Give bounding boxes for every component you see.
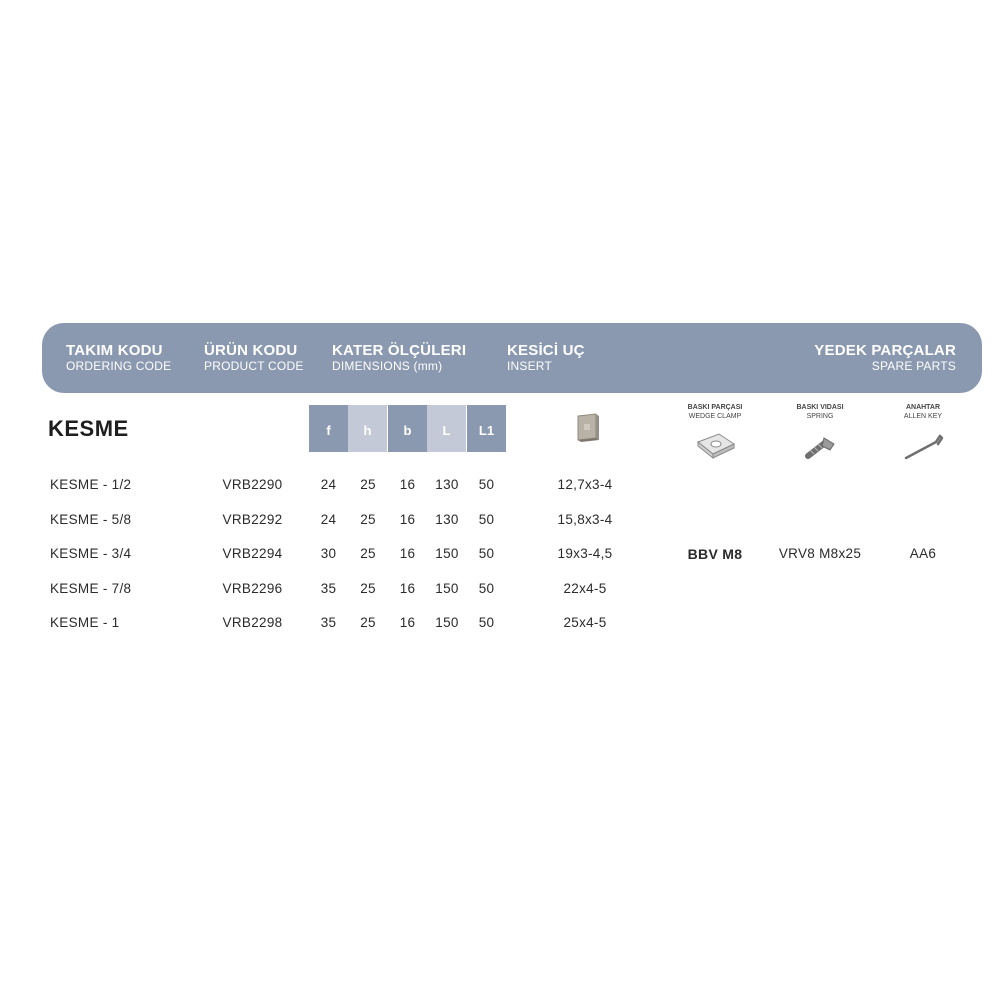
allen-key-label-en: ALLEN KEY	[903, 413, 943, 420]
product-code-cell: VRB2296	[222, 581, 283, 596]
spare-parts-header	[814, 342, 956, 373]
product-code-cell: VRB2290	[222, 477, 283, 492]
dim-h-cell: 25	[360, 615, 376, 630]
ordering-code-header-tr: TAKIM KODU	[66, 342, 163, 359]
dim-header-L: L	[427, 405, 466, 452]
dim-f-cell: 35	[320, 581, 337, 596]
dim-b-cell: 16	[399, 581, 416, 596]
dim-b-cell: 16	[399, 546, 416, 561]
insert-cell: 22x4-5	[563, 581, 607, 596]
product-code-header-en: PRODUCT CODE	[204, 359, 304, 373]
ordering-code-cell: KESME - 1	[50, 615, 120, 630]
allen-key-label-tr: ANAHTAR	[905, 404, 941, 411]
wedge-clamp-icon	[695, 430, 737, 460]
dim-f-cell: 35	[320, 615, 337, 630]
dim-L1-cell: 50	[478, 546, 495, 561]
dimensions-header-en: DIMENSIONS (mm)	[332, 359, 443, 373]
screw-icon	[800, 432, 840, 462]
spare-parts-header-en: SPARE PARTS	[871, 359, 956, 373]
ordering-code-cell: KESME - 7/8	[50, 581, 132, 596]
product-code-cell: VRB2298	[222, 615, 283, 630]
dim-header-L1: L1	[467, 405, 506, 452]
dim-L-cell: 150	[435, 546, 459, 561]
wedge-clamp-label-tr: BASKI PARÇASI	[687, 404, 743, 411]
dim-b-cell: 16	[399, 477, 416, 492]
spare-part-label-screw	[775, 403, 865, 421]
spare-part-label-allen-key	[878, 403, 968, 421]
dim-h-cell: 25	[360, 512, 376, 527]
product-code-cell: VRB2292	[222, 512, 283, 527]
allen-key-code: AA6	[909, 546, 937, 561]
wedge-clamp-code: BBV M8	[687, 546, 743, 562]
dim-L1-cell: 50	[478, 581, 495, 596]
dim-L-cell: 150	[435, 615, 459, 630]
insert-header-en: INSERT	[507, 359, 552, 373]
dim-h-cell: 25	[360, 581, 376, 596]
product-code-cell: VRB2294	[222, 546, 283, 561]
dim-b-cell: 16	[399, 615, 416, 630]
insert-header-tr: KESİCİ UÇ	[507, 342, 585, 359]
ordering-code-header-en: ORDERING CODE	[66, 359, 172, 373]
spare-part-label-wedge-clamp	[670, 403, 760, 421]
wedge-clamp-label-en: WEDGE CLAMP	[688, 413, 742, 420]
insert-icon	[574, 412, 600, 444]
dim-header-h: h	[348, 405, 387, 452]
insert-cell: 19x3-4,5	[557, 546, 613, 561]
insert-cell: 12,7x3-4	[557, 477, 613, 492]
table-header-bar	[42, 323, 982, 393]
product-code-header	[204, 342, 304, 373]
dim-L1-cell: 50	[478, 477, 495, 492]
dimensions-header-tr: KATER ÖLÇÜLERI	[332, 342, 467, 359]
screw-label-en: SPRING	[806, 413, 834, 420]
ordering-code-cell: KESME - 3/4	[50, 546, 132, 561]
ordering-code-header	[66, 342, 171, 373]
dim-header-b: b	[388, 405, 427, 452]
insert-cell: 25x4-5	[563, 615, 607, 630]
dim-h-cell: 25	[360, 477, 376, 492]
dimensions-header	[332, 342, 466, 373]
dim-L1-cell: 50	[478, 512, 495, 527]
dim-f-cell: 24	[320, 477, 337, 492]
ordering-code-cell: KESME - 5/8	[50, 512, 132, 527]
screw-code: VRV8 M8x25	[778, 546, 862, 561]
section-title: KESME	[48, 416, 129, 441]
ordering-code-cell: KESME - 1/2	[50, 477, 132, 492]
dim-b-cell: 16	[399, 512, 416, 527]
dim-L-cell: 130	[435, 477, 459, 492]
product-code-header-tr: ÜRÜN KODU	[204, 342, 298, 359]
dim-L-cell: 130	[435, 512, 459, 527]
screw-label-tr: BASKI VIDASI	[796, 404, 844, 411]
dim-f-cell: 24	[320, 512, 337, 527]
dim-L-cell: 150	[435, 581, 459, 596]
insert-header	[507, 342, 585, 373]
dim-header-f: f	[309, 405, 348, 452]
dim-h-cell: 25	[360, 546, 376, 561]
insert-cell: 15,8x3-4	[557, 512, 613, 527]
dim-L1-cell: 50	[478, 615, 495, 630]
dim-f-cell: 30	[320, 546, 337, 561]
spare-parts-header-tr: YEDEK PARÇALAR	[814, 342, 956, 359]
allen-key-icon	[902, 430, 948, 462]
